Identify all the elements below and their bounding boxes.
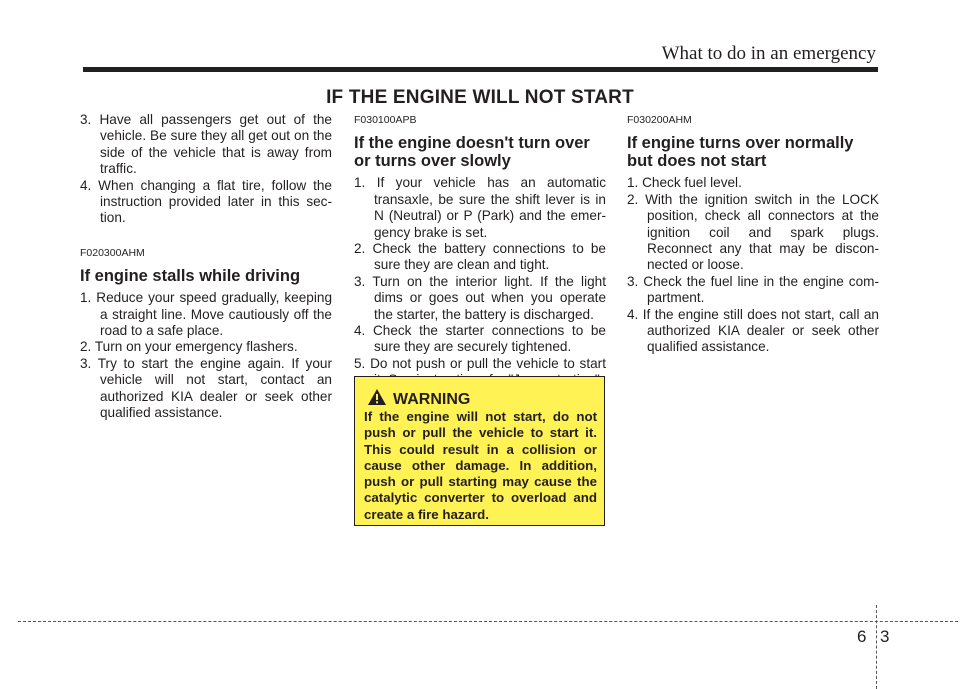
list-item: 5. Do not push or pull the vehicle to start	[354, 355, 606, 371]
page-number: 3	[880, 627, 890, 646]
list-item: 1. Check fuel level.	[627, 175, 742, 191]
list-item: 4. Check the starter connections to be sure they are securely tightened.	[354, 323, 606, 355]
list-item: 2. With the ignition switch in the LOCK position, check all connectors at the ignition coil and spark plugs. Reconnect any that may be discon-nected or loose.	[627, 191, 879, 273]
list-item: 4. When changing a flat tire, follow the instruction provided later in this sec-tion.	[80, 177, 332, 226]
list-item: 1. Reduce your speed gradually, keeping a straight line. Move cautiously off the road to a safe place.	[80, 290, 332, 339]
list-item: 3. Check the fuel line in the engine com-partment.	[627, 273, 879, 306]
list-item: 2. Check the battery connections to be sure they are clean and tight.	[354, 241, 606, 273]
chapter-number: 6	[857, 627, 867, 646]
warning-text: If the engine will not start, do not push or pull the vehicle to start it. This could result in a collision or cause other damage. In addition, push or pull starting may cause the catalytic converter to overload and create a fire hazard.	[364, 409, 597, 522]
subsection-heading: If the engine doesn't turn over or turns over slowly	[354, 134, 590, 171]
list-item: 2. Turn on your emergency flashers.	[80, 339, 298, 355]
warning-heading	[367, 388, 470, 411]
section-code: F030100APB	[354, 114, 417, 126]
subsection-heading: If engine stalls while driving	[80, 267, 301, 286]
column-1	[80, 112, 332, 422]
header-rule	[83, 67, 878, 72]
section-title: IF THE ENGINE WILL NOT START	[326, 87, 634, 108]
footer-divider	[876, 605, 877, 689]
list-item: 3. Try to start the engine again. If your vehicle will not start, contact an authorized KIA dealer or seek other qualified assistance.	[80, 355, 332, 421]
warning-box	[354, 376, 605, 526]
subsection-heading: If engine turns over normally but does not start	[627, 134, 854, 171]
column-3	[627, 112, 879, 356]
warning-triangle-icon	[367, 388, 387, 411]
column-2	[354, 112, 606, 389]
list-item: 3. Have all passengers get out of the vehicle. Be sure they all get out on the side of the vehicle that is away from traffic.	[80, 112, 332, 177]
footer-rule	[18, 621, 958, 622]
list-item: 1. If your vehicle has an automatic transaxle, be sure the shift lever is in N (Neutral) or P (Park) and the emer-gency brake is set.	[354, 175, 606, 240]
list-item: 4. If the engine still does not start, call an authorized KIA dealer or seek other qualified assistance.	[627, 306, 879, 355]
warning-title: WARNING	[393, 390, 471, 408]
section-code: F020300AHM	[80, 246, 145, 259]
list-item: 3. Turn on the interior light. If the light dims or goes out when you operate the starter, the battery is discharged.	[354, 273, 606, 322]
page-header-title: What to do in an emergency	[661, 43, 876, 64]
section-code: F030200AHM	[627, 114, 692, 126]
